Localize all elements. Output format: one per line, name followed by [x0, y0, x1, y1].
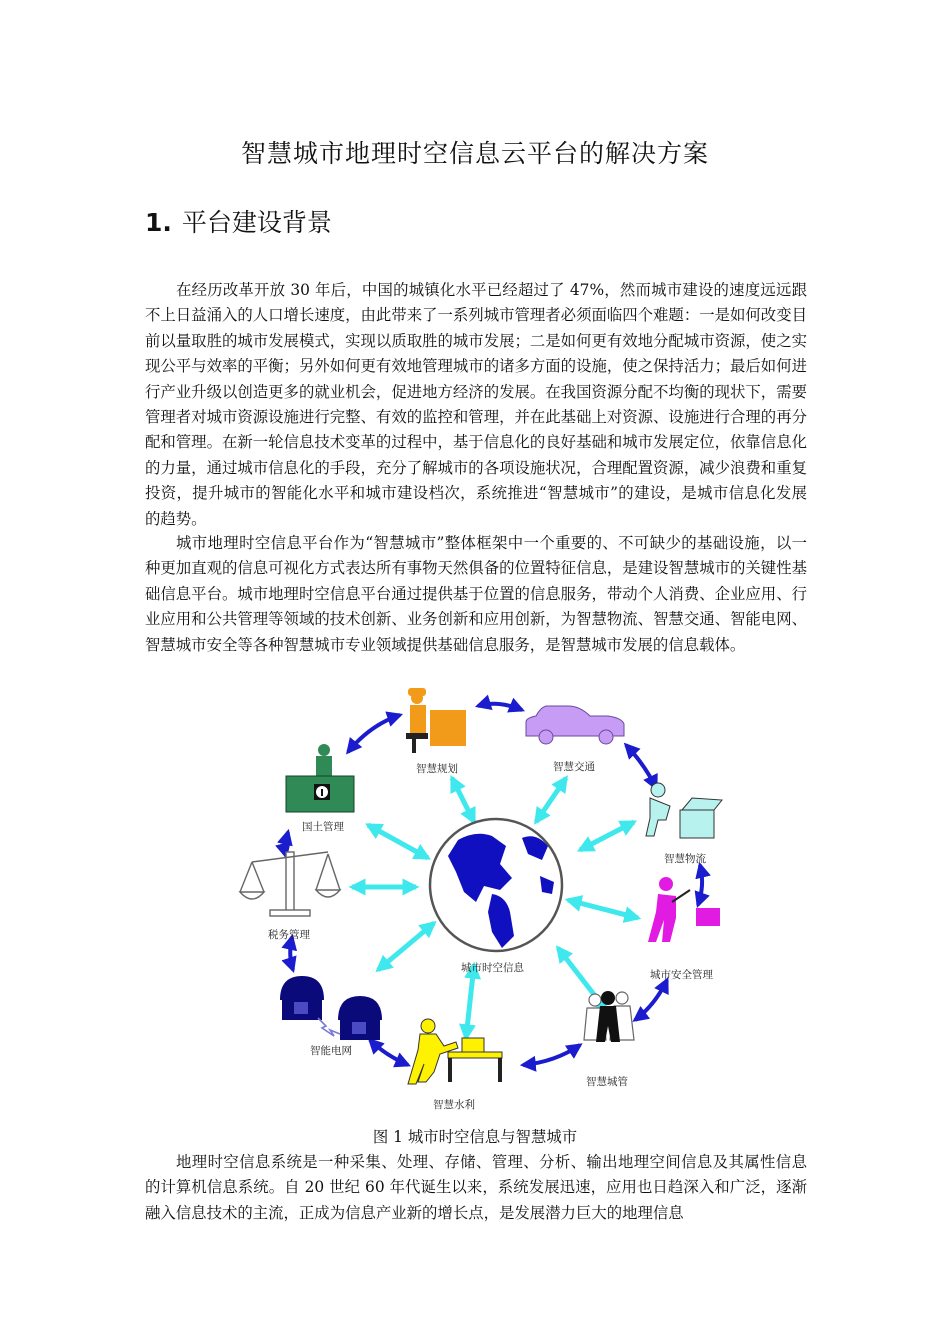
- cycle-arrow: [698, 865, 702, 905]
- cycle-arrow: [370, 1040, 408, 1065]
- balance-scale-icon: [240, 852, 340, 916]
- info-desk-icon: [286, 744, 354, 812]
- planner-desk-icon: [406, 688, 466, 753]
- worker-pushing-icon: [408, 1019, 502, 1084]
- node-label-urban-mgmt: 智慧城管: [586, 1076, 628, 1088]
- node-label-logistics: 智慧物流: [664, 853, 706, 865]
- cycle-arrow: [635, 980, 667, 1020]
- page-title: 智慧城市地理时空信息云平台的解决方案: [240, 139, 709, 168]
- car-icon: [526, 706, 624, 744]
- node-label-water: 智慧水利: [433, 1099, 475, 1111]
- globe-icon: [430, 819, 562, 951]
- section-number: 1.: [145, 208, 172, 237]
- telephones-icon: [280, 976, 382, 1040]
- spoke-arrow: [536, 778, 566, 822]
- spoke-arrow: [452, 778, 474, 822]
- center-label: 城市时空信息: [461, 962, 524, 974]
- security-person-icon: [648, 877, 720, 942]
- people-group-icon: [584, 991, 634, 1042]
- smart-city-diagram: [230, 680, 730, 1120]
- node-label-traffic: 智慧交通: [553, 761, 595, 773]
- node-label-tax: 税务管理: [268, 929, 310, 941]
- node-label-planning: 智慧规划: [416, 763, 458, 775]
- spoke-arrow: [368, 825, 428, 858]
- paragraph-background: 在经历改革开放 30 年后，中国的城镇化水平已经超过了 47%，然而城市建设的速度远远跟不上日益涌入的人口增长速度，由此带来了一系列城市管理者必须面临四个难题：一是如何改变目前以量取胜的城市发展模式，实现以质取胜的城市发展；二是如何更有效地分配城市资源，使之实现公平与效率的平衡；另外如何更有效地管理城市的诸多方面的设施，使之保持活力；最后如何进行产业升级以创造更多的就业机会，促进地方经济的发展。在我国资源分配不均衡的现状下，需要管理者对城市资源设施进行完整、有效的监控和管理，并在此基础上对资源、设施进行合理的再分配和管理。在新一轮信息技术变革的过程中，基于信息化的良好基础和城市发展定位，依靠信息化的力量，通过城市信息化的手段，充分了解城市的各项设施状况，合理配置资源，减少浪费和重复投资，提升城市的智能化水平和城市建设档次，系统推进“智慧城市”的建设，是城市信息化发展的趋势。: [145, 281, 807, 528]
- spoke-arrow: [466, 965, 474, 1038]
- section-title: 平台建设背景: [181, 208, 332, 237]
- box-mover-icon: [646, 783, 722, 838]
- spoke-arrow: [378, 923, 434, 970]
- cycle-arrow: [348, 715, 400, 752]
- node-label-smart-grid: 智能电网: [310, 1045, 352, 1057]
- cycle-arrow: [523, 1045, 580, 1065]
- cycle-arrow: [478, 704, 522, 710]
- spoke-arrow: [568, 900, 638, 918]
- figure-caption: 图 1 城市时空信息与智慧城市: [372, 1128, 578, 1146]
- node-label-land: 国土管理: [302, 821, 344, 833]
- cycle-arrow: [626, 745, 656, 788]
- node-label-city-security: 城市安全管理: [650, 969, 713, 981]
- spoke-arrow: [580, 822, 634, 850]
- section-heading: [145, 203, 332, 239]
- diagram-graphics: [230, 680, 730, 1120]
- paragraph-gis: 地理时空信息系统是一种采集、处理、存储、管理、分析、输出地理空间信息及其属性信息的计算机信息系统。自 20 世纪 60 年代诞生以来，系统发展迅速，应用也日趋深入和广泛，逐渐融入信息技术的主流，正成为信息产业新的增长点，是发展潜力巨大的地理信息: [145, 1153, 807, 1222]
- paragraph-platform: 城市地理时空信息平台作为“智慧城市”整体框架中一个重要的、不可缺少的基础设施，以一种更加直观的信息可视化方式表达所有事物天然俱备的位置特征信息，是建设智慧城市的关键性基础信息平台。城市地理时空信息平台通过提供基于位置的信息服务，带动个人消费、企业应用、行业应用和公共管理等领域的技术创新、业务创新和应用创新，为智慧物流、智慧交通、智能电网、智慧城市安全等各种智慧城市专业领域提供基础信息服务，是智慧城市发展的信息载体。: [145, 534, 807, 654]
